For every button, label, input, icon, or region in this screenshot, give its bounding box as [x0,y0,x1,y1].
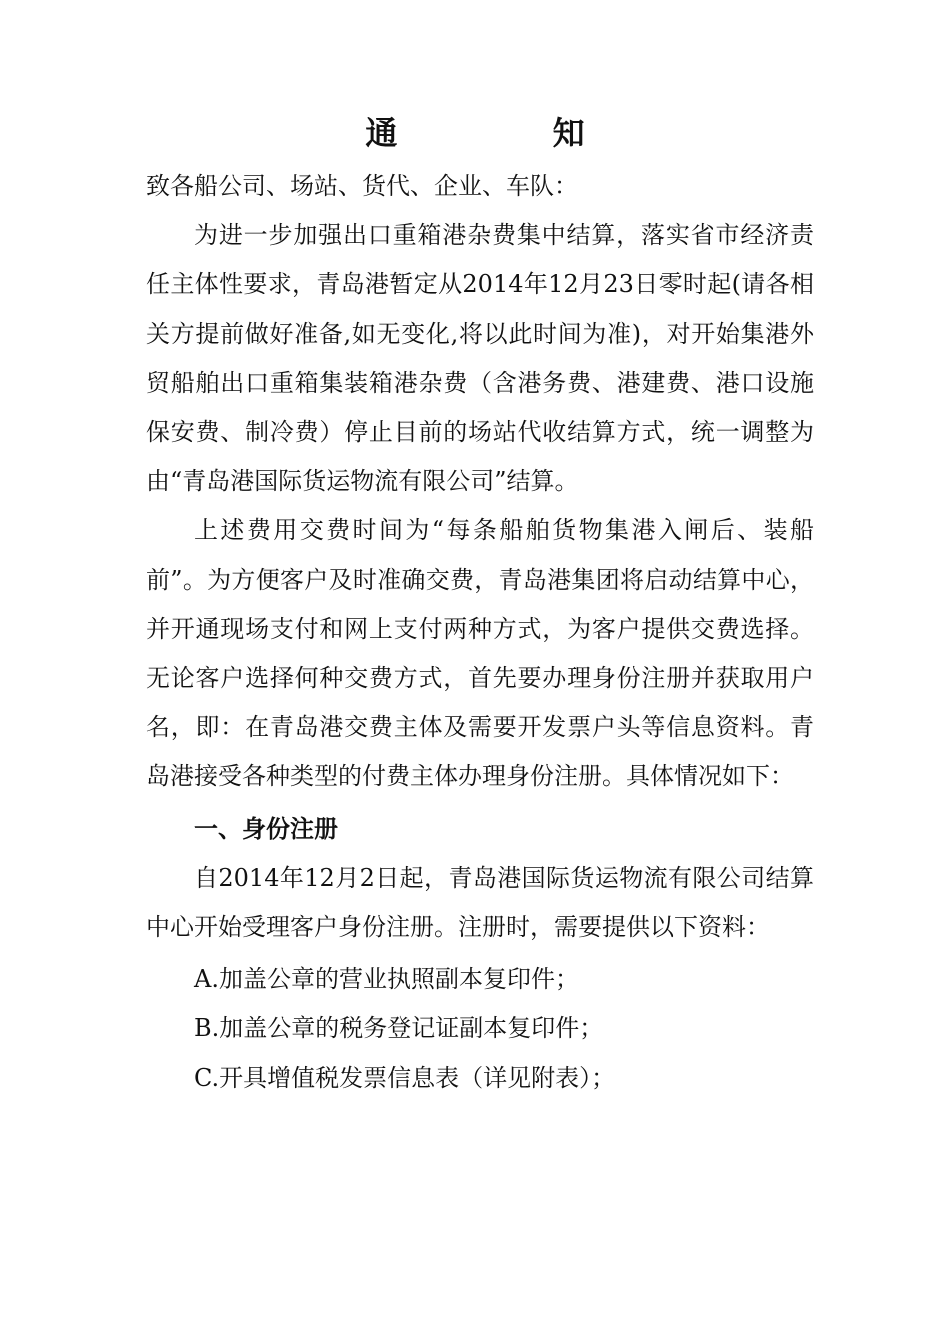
paragraph-intro: 为进一步加强出口重箱港杂费集中结算，落实省市经济责任主体性要求，青岛港暂定从2014年12月23日零时起(请各相关方提前做好准备,如无变化,将以此时间为准)，对开始集港外贸船舶出口重箱集装箱港杂费（含港务费、港建费、港口设施保安费、制冷费）停止目前的场站代收结算方式，统一调整为由“青岛港国际货运物流有限公司”结算。 [146,221,814,496]
document-body [146,162,814,1103]
section-paragraph: 自2014年12月2日起，青岛港国际货运物流有限公司结算中心开始受理客户身份注册。注册时，需要提供以下资料： [146,863,814,942]
list-item: B.加盖公章的税务登记证副本复印件； [194,1014,604,1043]
document-title: 通 知 [365,114,657,152]
salutation: 致各船公司、场站、货代、企业、车队： [146,172,578,200]
section-heading: 一、身份注册 [194,814,338,843]
list-item: A.加盖公章的营业执照副本复印件； [194,965,579,994]
paragraph-payment: 上述费用交费时间为“每条船舶货物集港入闸后、装船前”。为方便客户及时准确交费，青岛港集团将启动结算中心，并开通现场支付和网上支付两种方式，为客户提供交费选择。无论客户选择何种交费方式，首先要办理身份注册并获取用户名，即：在青岛港交费主体及需要开发票户头等信息资料。青岛港接受各种类型的付费主体办理身份注册。具体情况如下： [146,516,814,791]
list-item: C.开具增值税发票信息表（详见附表）； [194,1063,616,1092]
